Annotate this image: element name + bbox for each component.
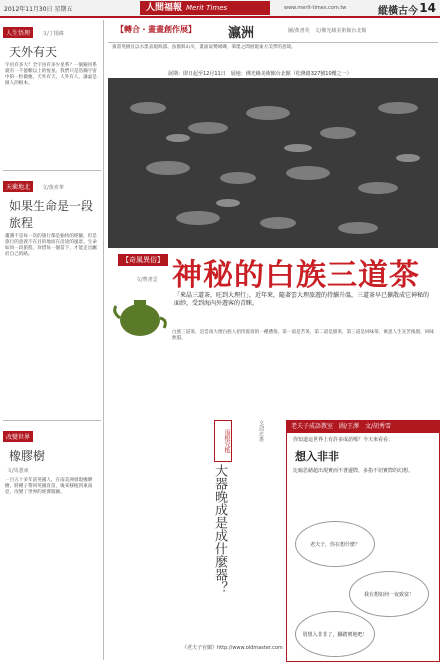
ink-painting-fish <box>108 78 438 248</box>
idiom-sub: 你知道這世界上有許多成語嗎？今天來看看： <box>293 437 394 443</box>
right-area <box>108 20 438 660</box>
article-title: 天外有天 <box>9 45 58 59</box>
logo-cn: 人間福報 <box>146 3 183 13</box>
article-tag: 人生悟理 <box>3 27 33 38</box>
speech-bubble: 我在想如何一夜致富！ <box>349 571 429 617</box>
exhibition-desc: 黃書英擅長以水墨表現海濤、魚群與山川，畫面氣勢磅礡，筆墨之間展現東方美學的意境。 <box>112 45 296 50</box>
exhibition-header <box>108 20 438 43</box>
mystery-byline: 文/曹書雲 <box>136 277 158 283</box>
exhibition-byline: 圖/黃書英 文/佛光緣美術館台北館 <box>288 28 367 34</box>
mystery-body <box>112 330 438 410</box>
article-body: 蘆溝不是每一次的旅行都是愉快的經驗，但是旅行的意義不在目的地而在沿途的風景。生命如同一段旅程，珍惜每一個當下，才能走出屬於自己的路。 <box>5 234 97 257</box>
exhibition-tag: 【轉合・畫畫創作展】 <box>116 25 196 34</box>
article-title: 如果生命是一段旅程 <box>9 199 94 230</box>
article-heaven <box>3 20 101 87</box>
article-tag: 天衝地北 <box>3 181 33 192</box>
mystery-body-text: 白族三道茶，是雲南大理白族人招待賓客的一種禮俗。第一道是苦茶，第二道是甜茶，第三道是回味茶，寓意人生先苦後甜，回味無窮。 <box>172 330 434 341</box>
article-rubber <box>3 420 101 496</box>
question-byline: 文/周忠惠 <box>258 420 264 442</box>
newspaper-logo <box>140 1 270 15</box>
speech-bubble: 老夫子，你在想什麼？ <box>295 521 375 567</box>
mystery-lead: 「來晶三道茶，旺到大理行」，近年來，隨著雲大理旅遊的持續升溫，三道茶早已擴散成它神秘的面紗，受到海內外遊客的青睞。 <box>174 292 430 307</box>
exhibition-info: 展期：即日起至12月11日 展地：佛光緣美術館台北館（松隆路327號10樓之一） <box>168 71 352 77</box>
question-tag: 追根究柢 <box>214 420 232 462</box>
exhibition-title: 瀛洲 <box>228 26 255 41</box>
idiom-footer-url[interactable]: 《老夫子官網》http://www.oldmaster.com <box>182 645 283 651</box>
speech-bubble: 別想入非非了，腳踏實地吧！ <box>295 611 375 657</box>
question-title: 大器晚成是成什麼器？ <box>212 464 227 594</box>
idiom-body: 比喻思緒超出現實而不著邊際，多指不切實際的幻想。 <box>293 468 414 474</box>
section-title: 縱橫古今 <box>378 6 418 17</box>
article-tag: 改變世界 <box>3 431 33 442</box>
site-url[interactable]: www.merit-times.com.tw <box>284 5 347 11</box>
article-title: 橡膠樹 <box>9 449 46 463</box>
idiom-box <box>286 420 440 662</box>
left-column <box>3 20 104 660</box>
article-byline: 文/黃喜華 <box>42 185 64 191</box>
idiom-header: 老夫子成語教室 圖/王澤 文/胡秀雪 <box>287 421 439 433</box>
article-body: 一百五十多年前英國人，在南美洲發現橡膠樹，將種子帶回英國育苗，後來移植到東南亞，改變了世界的經濟版圖。 <box>5 478 93 495</box>
article-byline: 文/馬蕙東 <box>7 468 29 474</box>
idiom-word: 想入非非 <box>295 450 339 463</box>
issue-date: 2012年11月30日 星期五 <box>4 6 73 13</box>
page-number: 14 <box>419 1 436 15</box>
article-journey <box>3 170 101 258</box>
question-box <box>208 420 258 610</box>
mystery-header <box>108 248 438 293</box>
mystery-title: 神秘的白族三道茶 <box>172 258 420 293</box>
mystery-tag: 【奇風異俗】 <box>118 254 168 266</box>
article-byline: 文/丁揚緯 <box>42 31 64 37</box>
article-body: 宇宙有多大？全宇宙有多少星系？一個銀河系就有一千億顆以上的恆星。我們只是浩瀚宇宙中的一粒微塵。天外有天，人外有人，謙虛是做人的根本。 <box>5 63 97 86</box>
page-header <box>0 0 440 18</box>
logo-en: Merit Times <box>186 4 228 12</box>
